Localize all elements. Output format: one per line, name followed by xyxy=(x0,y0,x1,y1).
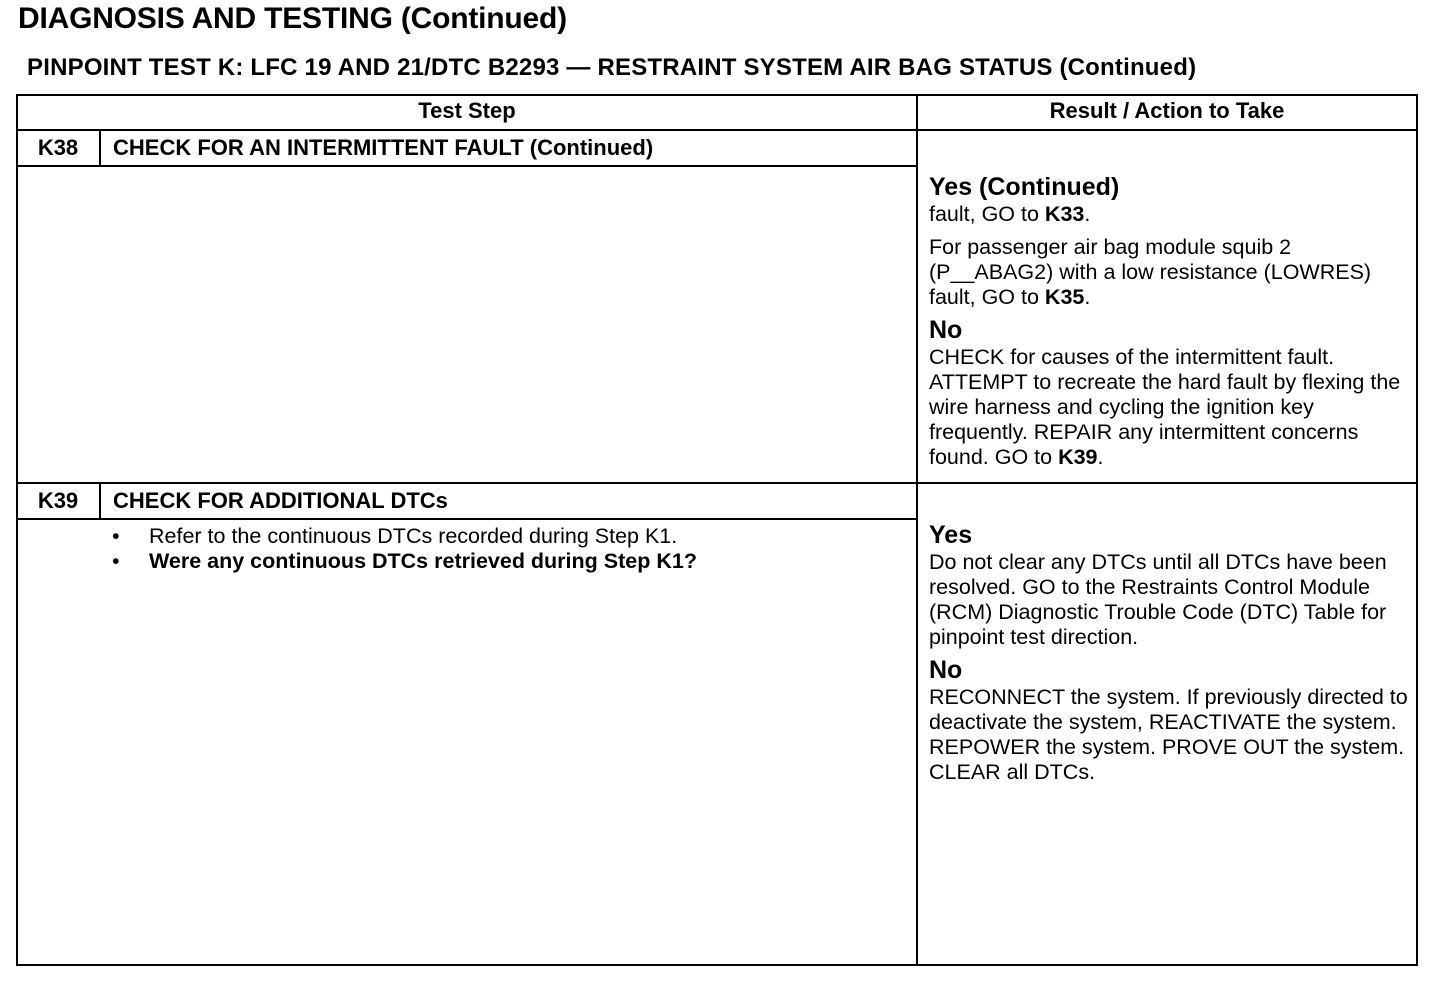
k39-test-bullets xyxy=(112,524,912,574)
k38-step-id: K38 xyxy=(37,135,79,160)
pinpoint-test-subtitle: PINPOINT TEST K: LFC 19 AND 21/DTC B2293 — RESTRAINT SYSTEM AIR BAG STATUS (Continued) xyxy=(27,54,1197,81)
k39-yes-text: Do not clear any DTCs until all DTCs have been resolved. GO to the Restraints Control Module (RCM) Diagnostic Trouble Code (DTC) Table for pinpoint test direction. xyxy=(929,550,1387,649)
k38-title-divider xyxy=(16,165,918,167)
k38-yes-text-1: fault, GO to K33. xyxy=(929,202,1091,226)
k39-bullet-2: • Were any continuous DTCs retrieved during Step K1? xyxy=(112,549,697,573)
k38-no-label: No xyxy=(929,316,963,344)
k38-ref-k35: K35 xyxy=(1044,285,1085,309)
k38-id-divider xyxy=(99,129,101,167)
k39-no-label: No xyxy=(929,656,963,684)
k39-step-id: K39 xyxy=(37,488,79,513)
col-header-test-step: Test Step xyxy=(418,98,516,123)
row-divider xyxy=(16,482,1418,484)
k38-ref-k39: K39 xyxy=(1058,445,1098,469)
k38-result xyxy=(929,173,1415,478)
k39-id-divider xyxy=(99,482,101,520)
column-divider xyxy=(916,94,918,966)
page-title: DIAGNOSIS AND TESTING (Continued) xyxy=(18,2,567,35)
k39-title-divider xyxy=(16,518,918,520)
k39-bullet-1: • Refer to the continuous DTCs recorded during Step K1. xyxy=(112,524,678,548)
k38-step-title: CHECK FOR AN INTERMITTENT FAULT (Continued) xyxy=(113,135,654,160)
k39-no-text: RECONNECT the system. If previously directed to deactivate the system, REACTIVATE the system. REPOWER the system. PROVE OUT the system. CLEAR all DTCs. xyxy=(929,685,1408,784)
k38-no-text: CHECK for causes of the intermittent fault. ATTEMPT to recreate the hard fault by flexing the wire harness and cycling the ignition key frequently. REPAIR any intermittent concerns found. GO to K39. xyxy=(929,345,1401,469)
col-header-result-action: Result / Action to Take xyxy=(1049,98,1285,123)
k38-yes-text-2: For passenger air bag module squib 2 (P__ABAG2) with a low resistance (LOWRES) fault, GO to K35. xyxy=(929,235,1372,309)
k38-yes-label: Yes (Continued) xyxy=(929,173,1120,201)
k38-ref-k33: K33 xyxy=(1044,202,1085,226)
k39-step-title: CHECK FOR ADDITIONAL DTCs xyxy=(113,488,448,513)
k39-result xyxy=(929,521,1415,793)
header-divider xyxy=(16,129,1418,131)
k39-yes-label: Yes xyxy=(929,521,973,549)
